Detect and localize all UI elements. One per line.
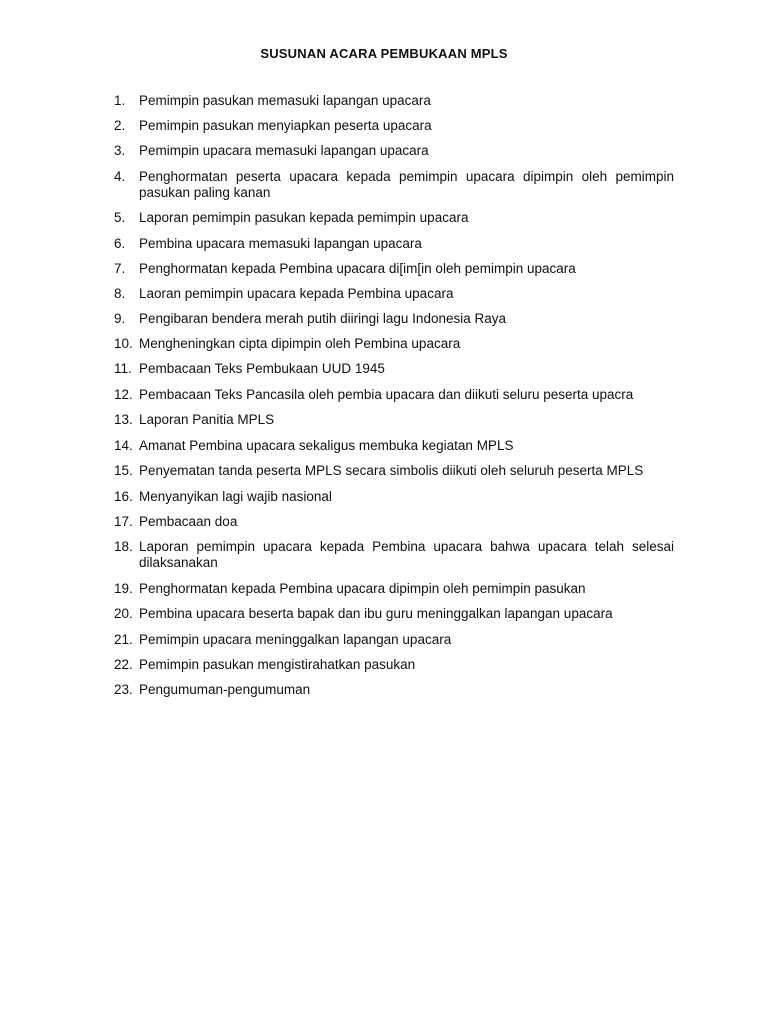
list-item — [114, 438, 674, 454]
item-number: 22. — [114, 656, 133, 672]
item-number: 1. — [114, 93, 126, 108]
list-item — [114, 387, 674, 403]
list-item — [114, 657, 674, 673]
item-text: Mengheningkan cipta dipimpin oleh Pembina upacara — [139, 336, 461, 352]
item-number: 4. — [114, 168, 126, 184]
item-number: 16. — [114, 488, 133, 504]
item-text: Pembacaan Teks Pancasila oleh pembia upacara dan diikuti seluru peserta upacra — [139, 386, 634, 402]
item-text: Pemimpin upacara memasuki lapangan upacara — [139, 143, 429, 159]
item-text: Penghormatan peserta upacara kepada pemimpin upacara dipimpin oleh pemimpin pasukan paling kanan — [139, 168, 674, 200]
list-item — [114, 286, 674, 302]
item-number: 15. — [114, 462, 133, 478]
list-item — [114, 210, 674, 226]
item-number: 19. — [114, 580, 133, 596]
item-text: Pemimpin upacara meninggalkan lapangan upacara — [139, 631, 452, 647]
item-number: 18. — [114, 539, 133, 555]
item-text: Penyematan tanda peserta MPLS secara simbolis diikuti oleh seluruh peserta MPLS — [139, 462, 644, 478]
item-number: 21. — [114, 631, 133, 647]
list-item — [114, 539, 674, 571]
agenda-list — [114, 93, 674, 707]
list-item — [114, 336, 674, 352]
item-number: 7. — [114, 260, 126, 276]
item-text: Laporan pemimpin pasukan kepada pemimpin upacara — [139, 210, 469, 226]
item-text: Laporan Panitia MPLS — [139, 412, 275, 428]
item-text: Penghormatan kepada Pembina upacara di[im[in oleh pemimpin upacara — [139, 260, 576, 276]
list-item — [114, 606, 674, 622]
list-item — [114, 236, 674, 252]
item-number: 11. — [114, 361, 132, 377]
list-item — [114, 118, 674, 134]
document-title: SUSUNAN ACARA PEMBUKAAN MPLS — [260, 46, 508, 61]
item-text: Pemimpin pasukan memasuki lapangan upacara — [139, 93, 431, 108]
list-item — [114, 261, 674, 277]
item-number: 2. — [114, 118, 126, 134]
item-number: 6. — [114, 235, 126, 251]
item-text: Pengumuman-pengumuman — [139, 682, 311, 698]
item-text: Penghormatan kepada Pembina upacara dipimpin oleh pemimpin pasukan — [139, 580, 586, 596]
list-item — [114, 463, 674, 479]
item-text: Laoran pemimpin upacara kepada Pembina upacara — [139, 285, 454, 301]
item-number: 12. — [114, 386, 133, 402]
list-item — [114, 514, 674, 530]
list-item — [114, 361, 674, 377]
list-item — [114, 169, 674, 201]
list-item — [114, 682, 674, 698]
list-item — [114, 143, 674, 159]
item-number: 20. — [114, 606, 133, 621]
item-text: Laporan pemimpin upacara kepada Pembina upacara bahwa upacara telah selesai dilaksanakan — [139, 539, 674, 571]
list-item — [114, 311, 674, 327]
item-text: Pemimpin pasukan menyiapkan peserta upacara — [139, 118, 432, 134]
item-text: Pembina upacara beserta bapak dan ibu guru meninggalkan lapangan upacara — [139, 606, 613, 621]
list-item — [114, 93, 674, 109]
list-item — [114, 489, 674, 505]
item-number: 13. — [114, 412, 133, 428]
item-text: Menyanyikan lagi wajib nasional — [139, 488, 332, 504]
item-number: 17. — [114, 513, 133, 529]
list-item — [114, 412, 674, 428]
list-item — [114, 581, 674, 597]
item-number: 14. — [114, 437, 133, 453]
item-text: Pembacaan doa — [139, 513, 238, 529]
item-text: Pengibaran bendera merah putih diiringi lagu Indonesia Raya — [139, 311, 506, 327]
item-number: 5. — [114, 210, 126, 226]
item-number: 9. — [114, 311, 126, 327]
item-number: 10. — [114, 336, 133, 352]
list-item — [114, 632, 674, 648]
item-text: Pemimpin pasukan mengistirahatkan pasukan — [139, 656, 416, 672]
item-text: Pembacaan Teks Pembukaan UUD 1945 — [139, 361, 385, 377]
item-number: 23. — [114, 682, 133, 698]
item-text: Amanat Pembina upacara sekaligus membuka kegiatan MPLS — [139, 437, 514, 453]
item-text: Pembina upacara memasuki lapangan upacara — [139, 235, 422, 251]
item-number: 8. — [114, 285, 126, 301]
item-number: 3. — [114, 143, 126, 159]
